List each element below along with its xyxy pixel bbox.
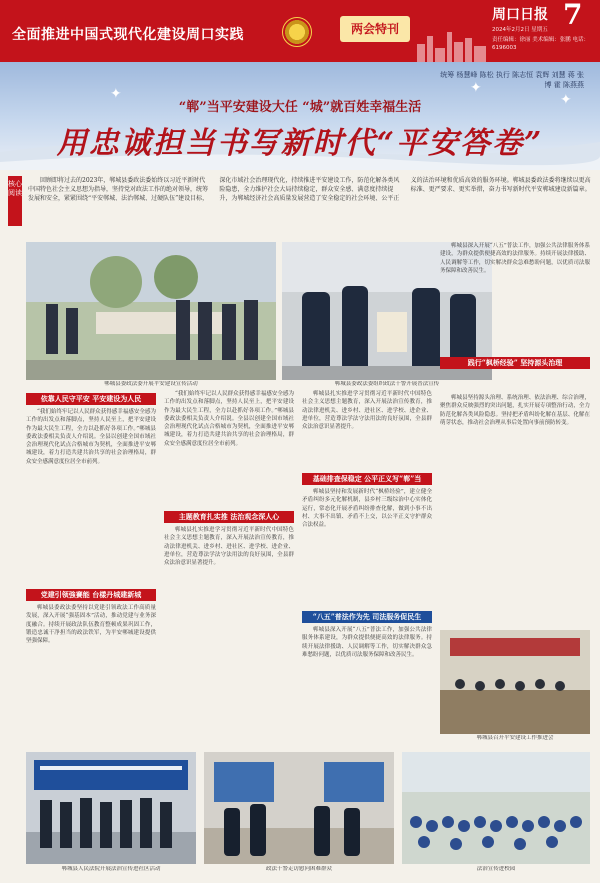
article-body: 郸城县坚持源头治理、系统治理、依法治理、综合治理，聚焦群众反映强烈的突出问题，扎实开展专项整治行动，全力防范化解各类风险隐患。坚持把矛盾纠纷化解在基层、化解在萌芽状态，推动社会治理从事后处置向事前预防转变。 — [440, 395, 590, 426]
editor-credits: 责任编辑：徐丽 美术编辑：张鹏 电话：6196003 — [492, 37, 589, 51]
dove-icon: ✦ — [110, 86, 122, 102]
issue-date: 2024年2月2日 星期五 — [492, 27, 548, 33]
photo-police-visit — [204, 752, 394, 864]
intro-text: 回顾即将过去的2023年，郸城县委政法委始终以习近平新时代中国特色社会主义思想为指导，坚持党对政法工作的绝对领导，统筹发展和安全，紧紧围绕“平安郸城、法治郸城、过硬队伍”建设目标，深化市域社会治理现代化，持续推进平安建设工作，防范化解各类风险隐患，全力维护社会大局持续稳定，群众安全感、满意度持续提升，为郸城经济社会高质量发展营造了安全稳定的社会环境、公平正义的法治环境和优质高效的服务环境。郸城县委政法委将继续以更高标准、更严要求、更实举措，奋力书写新时代平安郸城建设新篇章。 — [28, 177, 591, 202]
dove-icon: ✦ — [560, 92, 572, 108]
photo-caption: 政法干警走访慰问困难群众 — [265, 866, 332, 872]
special-edition-badge: 两会特刊 — [340, 16, 410, 42]
article-column-4-body — [440, 394, 590, 624]
section-heading: 党建引领強賽能 台樣丹城建新城 — [26, 589, 156, 601]
subtitle: “郸”当平安建设大任 “城”就百姓幸福生活 — [178, 100, 422, 115]
article-body: “我们始终牢记以人民群众获得感幸福感安全感为工作的出发点和落脚点，坚持人民至上，把平安建设作为最大民生工程，全力以赴抓好各项工作。”郸城县委政法委相关负责人介绍说。全县以创建全国市域社会治理现代化试点合格城市为契机，全面推进平安郸城建设，着力打造共建共治共享的社会治理格局，群众安全感满意度位居全市前列。 — [164, 391, 294, 447]
photo-campus-outreach — [402, 752, 590, 864]
hero-section — [0, 62, 600, 170]
national-emblem-icon — [282, 17, 312, 47]
photo-caption: 郸城县人民法院开展法治宣传进社区活动 — [61, 866, 161, 872]
photo-caption: 郸城县委政法委组织政法干警开展普法宣传 — [334, 381, 440, 387]
article-column-4-top — [440, 242, 590, 392]
photo-court-outreach — [26, 752, 196, 864]
dove-icon: ✦ — [470, 80, 482, 96]
section-heading: 践行“枫桥经验” 坚持源头治理 — [440, 357, 590, 369]
city-skyline-icon — [415, 30, 490, 62]
article-body: 郸城县深入开展“八五”普法工作，加强公共法律服务体系建设，为群众提供便捷高效的法律服务。持续开展法律援助、人民调解等工作，切实解决群众急难愁盼问题，以优质司法服务保障和改善民生。 — [302, 627, 432, 658]
article-body: 郸城县扎实推进学习贯彻习近平新时代中国特色社会主义思想主题教育，深入开展法治宣传教育，推动法律进机关、进乡村、进社区、进学校、进企业、进单位，营造尊法学法守法用法的良好氛围，全县群众法治意识显著提升。 — [164, 527, 294, 567]
article-column-1 — [26, 390, 156, 742]
banner-title: 全面推进中国式现代化建设周口实践 — [12, 27, 244, 43]
section-heading: 依靠人民守平安 平安建设为人民 — [26, 393, 156, 405]
article-body: 郸城县扎实推进学习贯彻习近平新时代中国特色社会主义思想主题教育，深入开展法治宣传教育，推动法律进机关、进乡村、进社区、进学校、进企业、进单位，营造尊法学法守法用法的良好氛围，全县群众法治意识显著提升。 — [302, 391, 432, 431]
photo-caption: 法治宣传进校园 — [476, 866, 516, 872]
article-body: “我们始终牢记以人民群众获得感幸福感安全感为工作的出发点和落脚点，坚持人民至上，把平安建设作为最大民生工程，全力以赴抓好各项工作。”郸城县委政法委相关负责人介绍说。全县以创建全国市域社会治理现代化试点合格城市为契机，全面推进平安郸城建设，着力打造共建共治共享的社会治理格局，群众安全感满意度位居全市前列。 — [26, 409, 156, 465]
section-heading: 主题教育扎实推 法治观念深人心 — [164, 511, 294, 523]
headline: 用忠诚担当书写新时代“平安答卷” — [56, 126, 544, 161]
photo-meeting — [440, 630, 590, 734]
article-body: 郸城县坚持和发展新时代“枫桥经验”，建立健全矛盾纠纷多元化解机制，县乡村三级综治中心实体化运行，常态化开展矛盾纠纷排查化解，做到小事不出村、大事不出镇、矛盾不上交，以公平正义守护群众合法权益。 — [302, 489, 432, 529]
core-reading-tag: 核心阅读 — [8, 176, 22, 226]
page-number: 7 — [563, 0, 583, 31]
header-banner — [0, 0, 600, 62]
article-body: 郸城县委政法委坚持以党建引领政法工作高质量发展，深入开展“强基固本”活动，推动党建与业务深度融合。持续开展政法队伍教育整顿成果巩固工作，锻造忠诚干净担当的政法铁军，为平安郸城建设提供坚强保障。 — [26, 605, 156, 645]
article-column-2 — [164, 390, 294, 742]
photo-caption: 郸城县召开平安建设工作推进会 — [476, 735, 554, 741]
article-body: 郸城县深入开展“八五”普法工作，加强公共法律服务体系建设，为群众提供便捷高效的法律服务。持续开展法律援助、人民调解等工作，切实解决群众急难愁盼问题，以优质司法服务保障和改善民生。 — [440, 243, 590, 274]
section-heading: 基础排查保稳定 公平正义写“郸”当 — [302, 473, 432, 485]
hero-credits: 统筹 杨慧峰 陈松 执行 陈志恒 袁辉 刘慧 蒋 张博 霍 陈燕燕 — [440, 71, 584, 89]
section-heading: “八五”普法作为先 司法服务促民生 — [302, 611, 432, 623]
photo-propaganda — [26, 242, 276, 380]
newspaper-name: 周口日报 — [492, 7, 548, 23]
article-column-3 — [302, 390, 432, 742]
photo-caption: 郸城县委政法委开展平安建设宣传活动 — [104, 381, 198, 387]
